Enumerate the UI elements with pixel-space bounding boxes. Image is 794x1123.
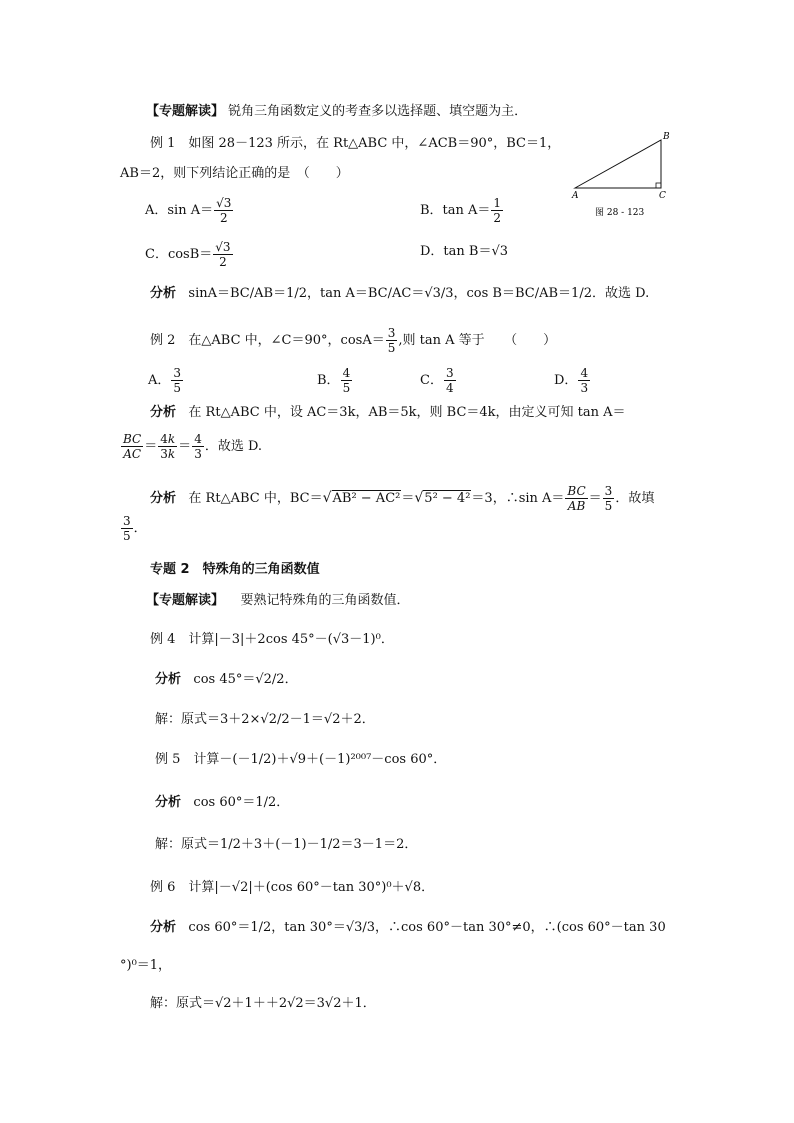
intro-line-1 — [146, 104, 527, 120]
ex1-option-a: A．sin A＝ $\frac{√3}{2}$ — [145, 196, 232, 225]
ex1-option-d: D．tan B＝√3 — [420, 244, 509, 259]
intro-text: 锐角三角函数定义的考查多以选择题、填空题为主． — [228, 104, 528, 119]
ex3-analysis-line-1: 分析 在 Rt△ABC 中，BC＝√AB² − AC²＝√5² − 4²＝3，∴sin A＝ $\frac{BC}{AB}$ ＝ $\frac{3}{5}$ ．故填 — [150, 484, 655, 513]
ex4-solution: 解：原式＝3＋2×√2/2－1＝√2＋2． — [155, 712, 375, 727]
ex2-analysis-line-1: 分析 在 Rt△ABC 中，设 AC＝3k，AB＝5k，则 BC＝4k，由定义可知 tan A＝ — [150, 405, 626, 420]
section-2-intro: 【专题解读】 要熟记特殊角的三角函数值． — [146, 593, 410, 608]
vertex-a-label: A — [572, 191, 579, 201]
ex1-analysis: 分析 sinA＝BC/AB＝1/2，tan A＝BC/AC＝√3/3，cos B＝BC/AB＝1/2．故选 D. — [150, 286, 650, 301]
vertex-c-label: C — [659, 191, 666, 201]
ex5-analysis: 分析 cos 60°＝1/2． — [155, 795, 290, 810]
right-angle-mark — [656, 183, 661, 188]
ex6-analysis-line-2: °)⁰＝1， — [120, 958, 172, 973]
ex1-option-c: C．cosB＝ $\frac{√3}{2}$ — [145, 240, 231, 269]
ex5-solution: 解：原式＝1/2＋3＋(－1)－1/2＝3－1＝2． — [155, 837, 418, 852]
example-1-line-1: 例 1 如图 28－123 所示，在 Rt△ABC 中，∠ACB＝90°，BC＝1， — [150, 136, 561, 151]
ex6-solution: 解：原式＝√2＋1＋＋2√2＝3√2＋1． — [150, 996, 376, 1011]
ex6-analysis-line-1: 分析 cos 60°＝1/2，tan 30°＝√3/3，∴cos 60°－tan 30°≠0，∴(cos 60°－tan 30 — [150, 920, 666, 935]
ex2-analysis-line-2: $\frac{BC}{AC}$ ＝ $\frac{4k}{3k}$ ＝ $\frac{4}{3}$ ．故选 D. — [123, 432, 263, 461]
intro-label: 【专题解读】 — [146, 104, 225, 119]
example-1-line-2: AB＝2，则下列结论正确的是 （ ） — [120, 166, 349, 181]
ex2-option-b: B． $\frac{4}{5}$ — [317, 366, 351, 395]
figure-caption: 图 28 - 123 — [595, 208, 645, 218]
ex2-option-c: C． $\frac{3}{4}$ — [420, 366, 454, 395]
example-4-line: 例 4 计算|－3|＋2cos 45°－(√3－1)⁰． — [150, 632, 394, 647]
ex3-answer: $\frac{3}{5}$ ． — [123, 514, 147, 543]
ex2-option-d: D． $\frac{4}{3}$ — [554, 366, 589, 395]
ex1-option-b: B．tan A＝ $\frac{1}{2}$ — [420, 196, 502, 225]
ex2-option-a: A． $\frac{3}{5}$ — [148, 366, 182, 395]
vertex-b-label: B — [663, 132, 670, 142]
triangle-abc — [575, 140, 661, 188]
example-5-line: 例 5 计算－(－1/2)＋√9＋(－1)²⁰⁰⁷－cos 60°． — [155, 752, 447, 767]
triangle-figure — [565, 128, 685, 223]
ex4-analysis: 分析 cos 45°＝√2/2． — [155, 672, 298, 687]
example-2-line: 例 2 在△ABC 中，∠C＝90°，cosA＝ $\frac{3}{5}$ ,则 tan A 等于 （ ） — [150, 326, 557, 355]
section-2-title: 专题 2 特殊角的三角函数值 — [150, 562, 320, 577]
example-6-line: 例 6 计算|－√2|＋(cos 60°－tan 30°)⁰＋√8． — [150, 880, 435, 895]
